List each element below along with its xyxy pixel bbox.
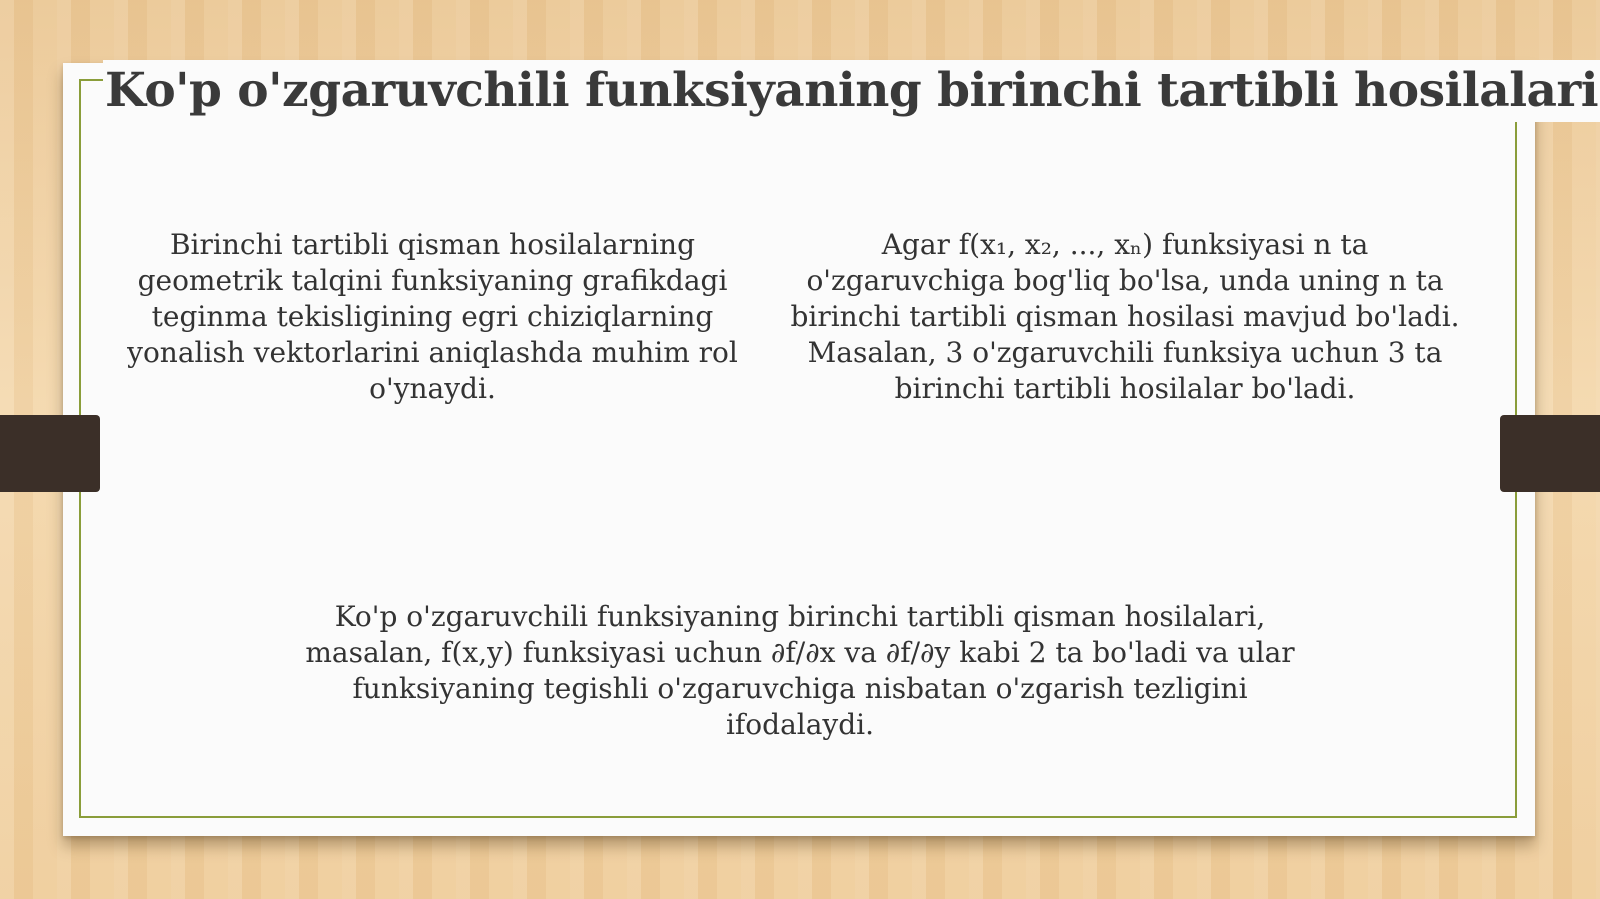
right-tab-decoration: [1500, 415, 1600, 492]
left-tab-decoration: [0, 415, 100, 492]
slide-title: Ko'p o'zgaruvchili funksiyaning birinchi tartibli hosilalari: [103, 60, 1600, 122]
left-text-block: Birinchi tartibli qisman hosilalarning geometrik talqini funksiyaning grafikdagi teginma tekisligining egri chiziqlarning yonalish vektorlarini aniqlashda muhim rol o'ynaydi.: [127, 228, 738, 405]
right-text-block: Agar f(x₁, x₂, ..., xₙ) funksiyasi n ta o'zgaruvchiga bog'liq bo'lsa, unda uning n ta birinchi tartibli qisman hosilasi mavjud bo'ladi. Masalan, 3 o'zgaruvchili funksiya uchun 3 ta birinchi tartibli hosilalar bo'ladi.: [790, 228, 1460, 405]
bottom-text-block: Ko'p o'zgaruvchili funksiyaning birinchi tartibli qisman hosilalari, masalan, f(x,y) funksiyasi uchun ∂f/∂x va ∂f/∂y kabi 2 ta bo'ladi va ular funksiyaning tegishli o'zgaruvchiga nisbatan o'zgarish tezligini ifodalaydi.: [305, 600, 1295, 741]
